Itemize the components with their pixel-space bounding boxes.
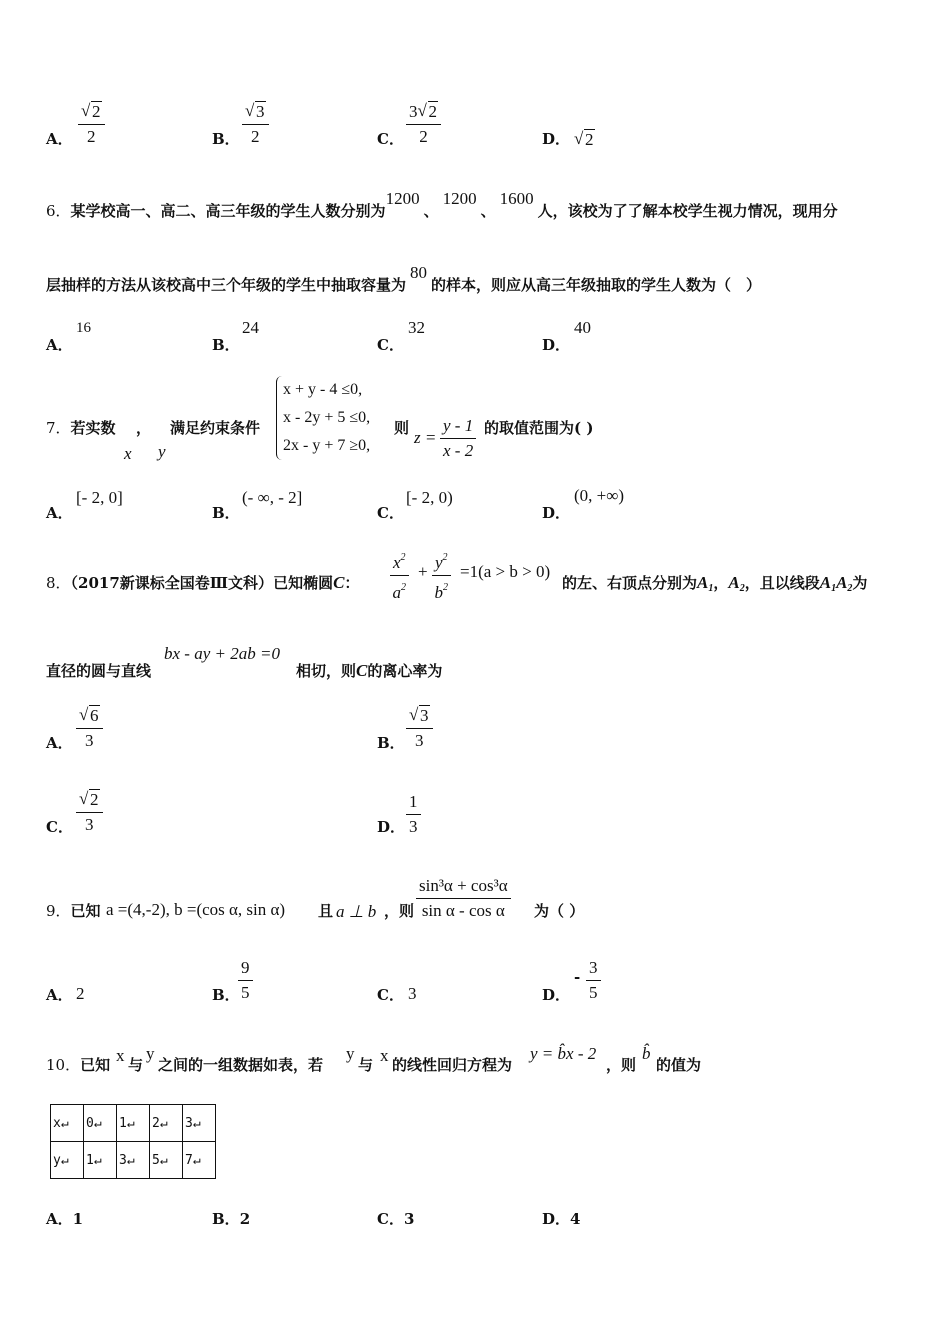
q5-option-b-value: √ $\frac{3}{2}$ [242,102,269,147]
q10-option-d-label: D． [542,1210,571,1228]
q8-option-d-value: $\frac{1}{3}$ [406,792,421,837]
q7-option-a-value: [- 2, 0] [76,488,123,507]
q6-option-c-label: C． [377,336,404,354]
q5-option-d-label: D． [542,130,571,148]
q10-data-table [50,1104,216,1179]
table-row: y↵ 1↵ 3↵ 5↵ 7↵ [51,1142,216,1179]
q6-option-b-value: 24 [242,318,259,337]
q10-option-c-value: 3 [403,1210,415,1228]
q9-option-b-value: $\frac{9}{5}$ [238,958,253,1003]
q10-option-b-value: 2 [239,1210,251,1228]
q7-option-a-label: A． [46,504,73,522]
q9-option-d-label: D． [542,986,571,1004]
q5-options [46,100,926,160]
q8-option-d-label: D． [377,818,406,836]
q10-options [46,1208,926,1232]
q6-option-a-value: 16 [76,320,91,336]
q8-option-a-value: √ $\frac{6}{3}$ [76,706,103,751]
q5-option-b-label: B． [212,130,240,148]
q8-option-c-value: √ $\frac{2}{3}$ [76,790,103,835]
q6-stem-line2: 层抽样的方法从该校高中三个年级的学生中抽取容量为80的样本，则应从高三年级抽取的学生人数为（ ） [46,263,762,294]
q5-option-c-value: $\frac{3√ 2}{2}$ [406,102,441,147]
q10-option-a-label: A． [46,1210,73,1228]
q9-option-a-label: A． [46,986,73,1004]
q7-option-b-value: (- ∞, - 2] [242,488,303,507]
q7-option-b-label: B． [212,504,240,522]
q6-option-b-label: B． [212,336,240,354]
q10-option-b-label: B． [212,1210,240,1228]
q6-option-a-label: A． [46,336,73,354]
q8-ellipse-x-term: $\frac{x^2}{a^2}$ [390,548,409,603]
q8-stem-line2: 直径的圆与直线 bx - ay + 2ab =0 相切，则C的离心率为 [46,644,443,680]
q6-options [46,318,926,358]
table-row: x↵ 0↵ 1↵ 2↵ 3↵ [51,1105,216,1142]
q8-stem-line1: 8．（2017新课标全国卷Ⅲ文科）已知椭圆C： $\frac{x^2}{a^2}$ + $\frac{y^2}{b^2}$ =1(a > b > 0) 的左、右顶点分别为$A_1$，$A_2$，且以线段$A_1A_2$为 [46,544,926,604]
q7-option-d-value: (0, +∞) [574,486,625,505]
q10-option-d-value: 4 [570,1210,581,1228]
q6-stem-line1: 6．某学校高一、高二、高三年级的学生人数分别为1200、1200、1600人，该校为了了解本校学生视力情况，现用分 [46,189,838,220]
q9-options [46,956,926,1006]
q5-option-a-value: √ $\frac{2}{2}$ [78,102,105,147]
q9-option-d-sign: - [574,968,581,986]
q10-option-a-value: 1 [72,1210,84,1228]
q10-stem: 10．已知 x 与 y 之间的一组数据如表，若 y 与 x 的线性回归方程为 y = b̂x - 2 ，则 b̂ 的值为 [46,1044,702,1074]
q7-stem: 7．若实数 ， 满足约束条件 x y x + y - 4 ≤0, x - 2y + 5 ≤0, 2x - y + 7 ≥0, 则 z = $\frac{y - 1}{x - 2}$ 的取值范围为( ) [46,376,926,466]
q7-option-d-label: D． [542,504,571,522]
q7-option-c-label: C． [377,504,404,522]
q9-vectors: a =(4,-2), b =(cos α, sin α) [106,900,286,919]
q9-option-d-value: $\frac{3}{5}$ [586,958,601,1003]
q8-options [46,704,926,844]
q5-option-a-label: A． [46,130,73,148]
q9-option-a-value: 2 [76,984,85,1003]
q7-var-x: x [124,444,132,463]
q10-option-c-label: C． [377,1210,404,1228]
q8-line-equation: bx - ay + 2ab =0 [164,644,280,663]
q8-option-c-label: C． [46,818,73,836]
q9-perpendicular: a ⊥ b [336,902,377,921]
q7-option-c-value: [- 2, 0) [406,488,453,507]
q6-option-c-value: 32 [408,318,425,337]
q6-option-d-value: 40 [574,318,591,337]
q9-option-c-value: 3 [408,984,417,1003]
q10-regression-equation: y = b̂x - 2 [530,1044,597,1063]
q8-ellipse-y-term: $\frac{y^2}{b^2}$ [432,548,451,603]
q7-options [46,484,926,524]
q9-expression-fraction: $\frac{\text{sin³α + cos³α}}{\text{sin α - cos α}}$ [416,876,511,921]
q7-var-y: y [158,442,166,461]
q6-option-d-label: D． [542,336,571,354]
q5-option-d-value: √ 2 [574,130,595,150]
q8-option-b-value: √ $\frac{3}{3}$ [406,706,433,751]
q8-option-b-label: B． [377,734,405,752]
q9-option-c-label: C． [377,986,404,1004]
q7-constraint-system: x + y - 4 ≤0, x - 2y + 5 ≤0, 2x - y + 7 ≥0, [276,376,370,460]
q5-option-c-label: C． [377,130,404,148]
q9-option-b-label: B． [212,986,240,1004]
q7-objective-fraction: $\frac{y - 1}{x - 2}$ [440,416,476,461]
q9-stem: 9．已知 a =(4,-2), b =(cos α, sin α) 且 a ⊥ b ，则 $\frac{\text{sin³α + cos³α}}{\text{sin α - cos α}}$ 为（ ） [46,876,585,921]
q8-option-a-label: A． [46,734,73,752]
